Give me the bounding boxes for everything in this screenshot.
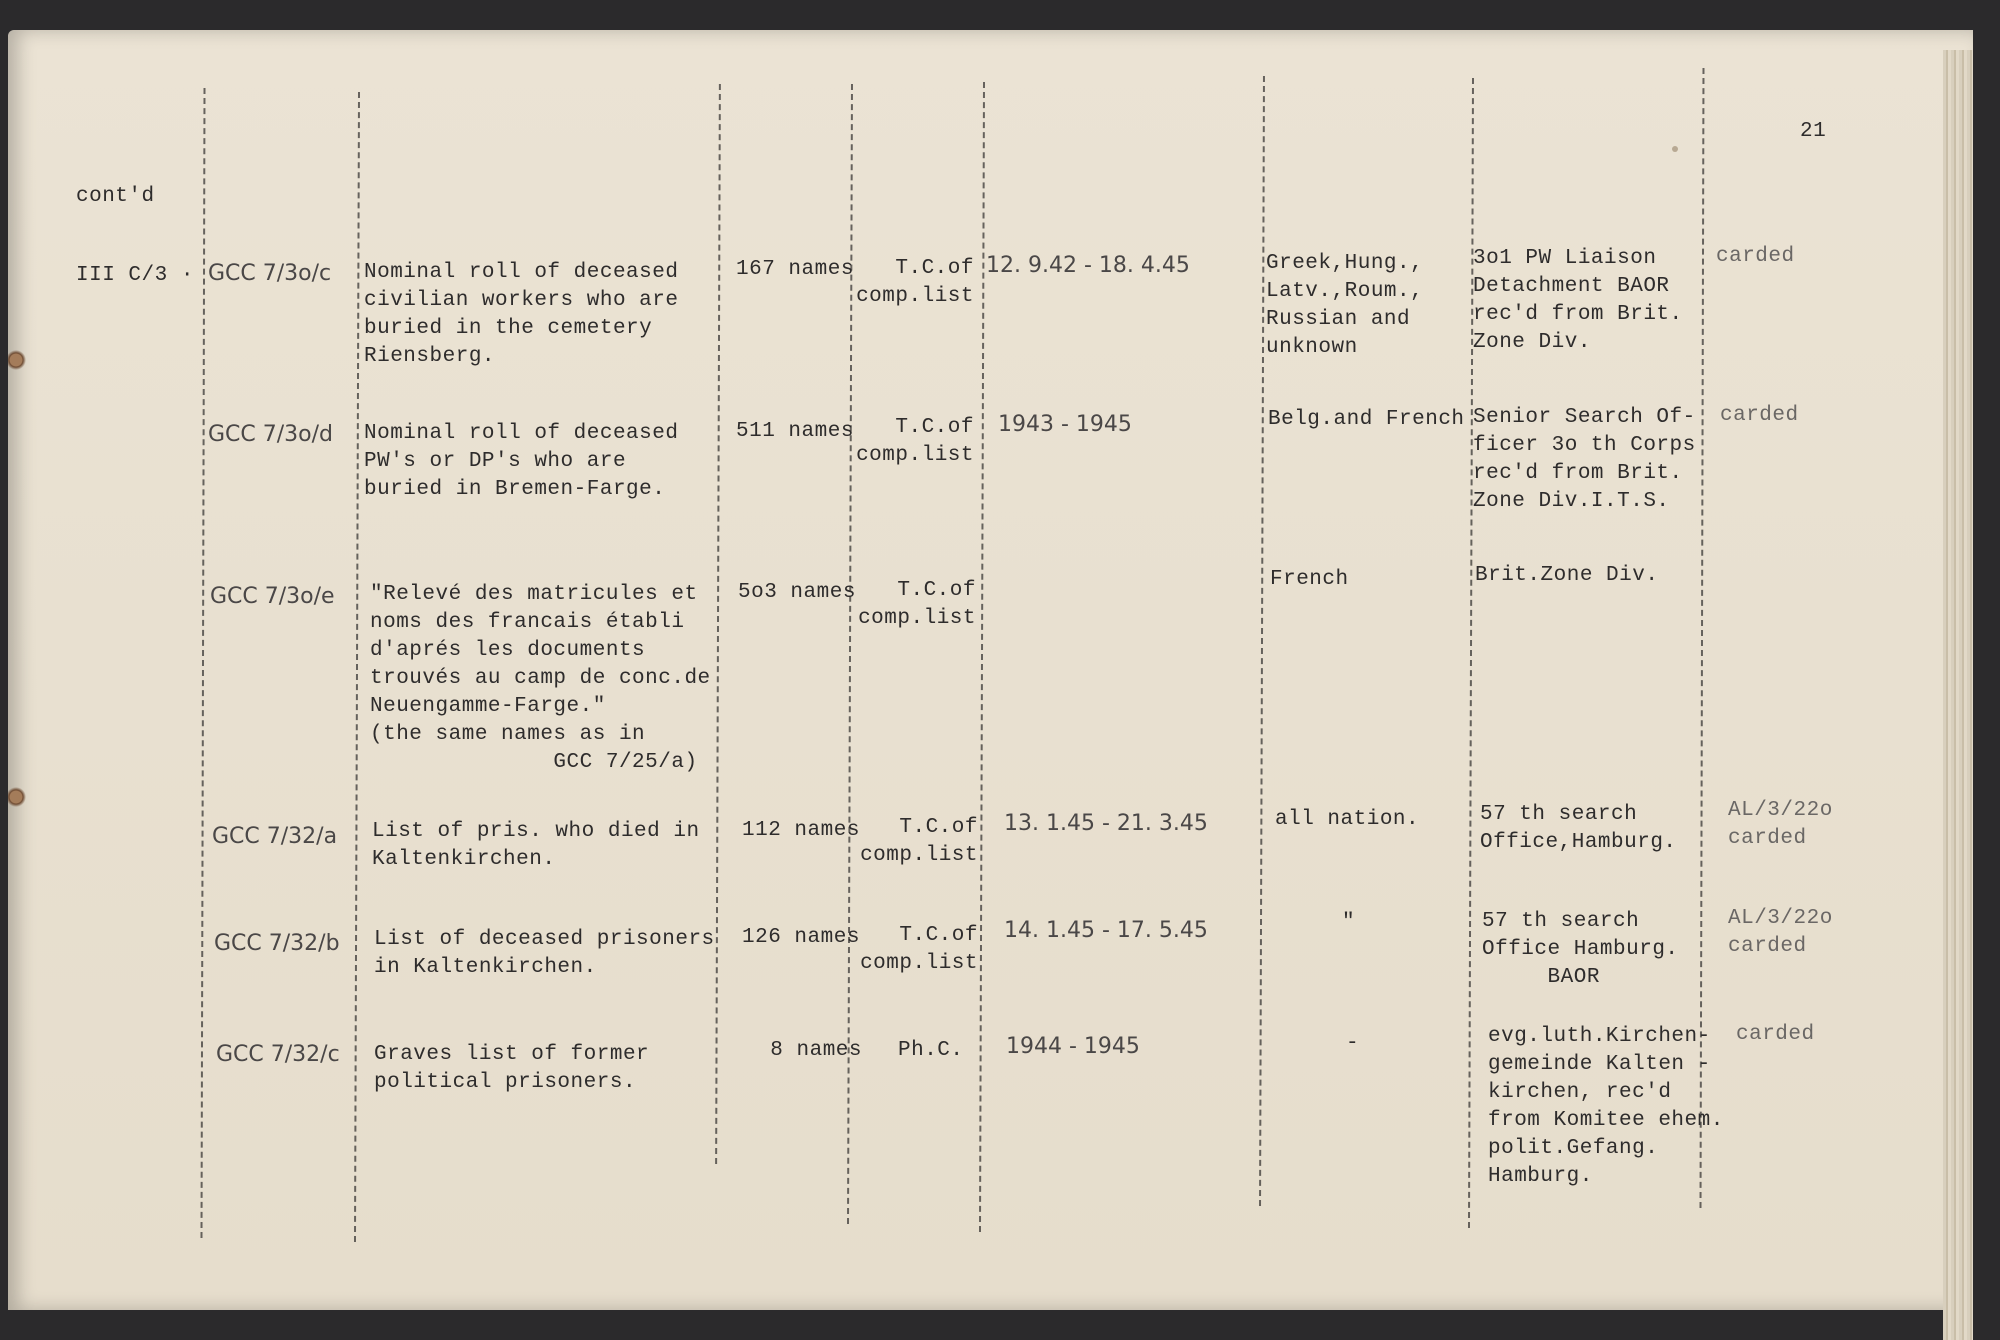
record-dates: 1943 - 1945 bbox=[998, 412, 1132, 437]
binding-ring bbox=[8, 348, 28, 372]
record-dates: 13. 1.45 - 21. 3.45 bbox=[1004, 811, 1208, 836]
record-code: GCC 7/32/c bbox=[216, 1042, 340, 1067]
record-type: T.C.of comp.list bbox=[860, 816, 978, 867]
record-status: AL/3/22o carded bbox=[1728, 907, 1833, 958]
series-ref: III C/3 · bbox=[76, 264, 194, 287]
record-dates: 14. 1.45 - 17. 5.45 bbox=[1004, 918, 1208, 943]
record-source: 3o1 PW Liaison Detachment BAOR rec'd from Brit. Zone Div. bbox=[1473, 247, 1683, 354]
record-count: 511 names bbox=[736, 420, 854, 443]
record-status: carded bbox=[1716, 245, 1795, 268]
record-count: 126 names bbox=[742, 926, 860, 949]
record-source: 57 th search Office Hamburg. BAOR bbox=[1482, 910, 1679, 989]
record-status: carded bbox=[1736, 1023, 1815, 1046]
record-type: T.C.of comp.list bbox=[858, 579, 976, 630]
record-count: 167 names bbox=[736, 258, 854, 281]
record-description: Graves list of former political prisoners. bbox=[374, 1043, 650, 1094]
record-source: Senior Search Of- ficer 3o th Corps rec'd from Brit. Zone Div.I.T.S. bbox=[1473, 406, 1696, 513]
record-nationality: Belg.and French bbox=[1268, 408, 1465, 431]
record-description: Nominal roll of deceased PW's or DP's who are buried in Bremen-Farge. bbox=[364, 422, 679, 501]
record-type: T.C.of comp.list bbox=[856, 257, 974, 308]
record-code: GCC 7/32/b bbox=[214, 931, 340, 956]
record-description: List of pris. who died in Kaltenkirchen. bbox=[372, 820, 700, 871]
record-code: GCC 7/3o/d bbox=[208, 422, 334, 447]
record-dates: 12. 9.42 - 18. 4.45 bbox=[986, 253, 1190, 278]
record-source: 57 th search Office,Hamburg. bbox=[1480, 803, 1677, 854]
record-code: GCC 7/3o/c bbox=[208, 261, 332, 286]
record-type: Ph.C. bbox=[898, 1039, 964, 1062]
record-count: 112 names bbox=[742, 819, 860, 842]
record-count: 8 names bbox=[770, 1039, 862, 1062]
paper-spot bbox=[1672, 146, 1678, 152]
record-dates: 1944 - 1945 bbox=[1006, 1034, 1140, 1059]
record-nationality: all nation. bbox=[1275, 808, 1420, 831]
record-description: "Relevé des matricules et noms des francais établi d'aprés les documents trouvés au camp de conc.de Neuengamme-Farge." (the same names as in GCC 7/25/a) bbox=[370, 583, 711, 774]
continued-label: cont'd bbox=[76, 185, 155, 208]
record-nationality: Greek,Hung., Latv.,Roum., Russian and unknown bbox=[1266, 252, 1424, 359]
record-type: T.C.of comp.list bbox=[856, 416, 974, 467]
record-nationality: - bbox=[1346, 1032, 1360, 1055]
record-code: GCC 7/32/a bbox=[212, 824, 338, 849]
record-status: carded bbox=[1720, 404, 1799, 427]
page-number: 21 bbox=[1800, 120, 1827, 143]
record-source: evg.luth.Kirchen- gemeinde Kalten - kirchen, rec'd from Komitee ehem. polit.Gefang. Hamburg. bbox=[1488, 1025, 1724, 1188]
record-description: List of deceased prisoners in Kaltenkirchen. bbox=[374, 928, 715, 979]
record-source: Brit.Zone Div. bbox=[1475, 564, 1659, 587]
binding-ring bbox=[8, 785, 28, 809]
page-stack-edge bbox=[1943, 50, 1973, 1340]
record-code: GCC 7/3o/e bbox=[210, 584, 335, 609]
record-description: Nominal roll of deceased civilian workers who are buried in the cemetery Riensberg. bbox=[364, 261, 679, 368]
record-nationality: " bbox=[1342, 911, 1356, 934]
record-type: T.C.of comp.list bbox=[860, 924, 978, 975]
record-count: 5o3 names bbox=[738, 581, 856, 604]
record-status: AL/3/22o carded bbox=[1728, 799, 1833, 850]
record-nationality: French bbox=[1270, 568, 1349, 591]
